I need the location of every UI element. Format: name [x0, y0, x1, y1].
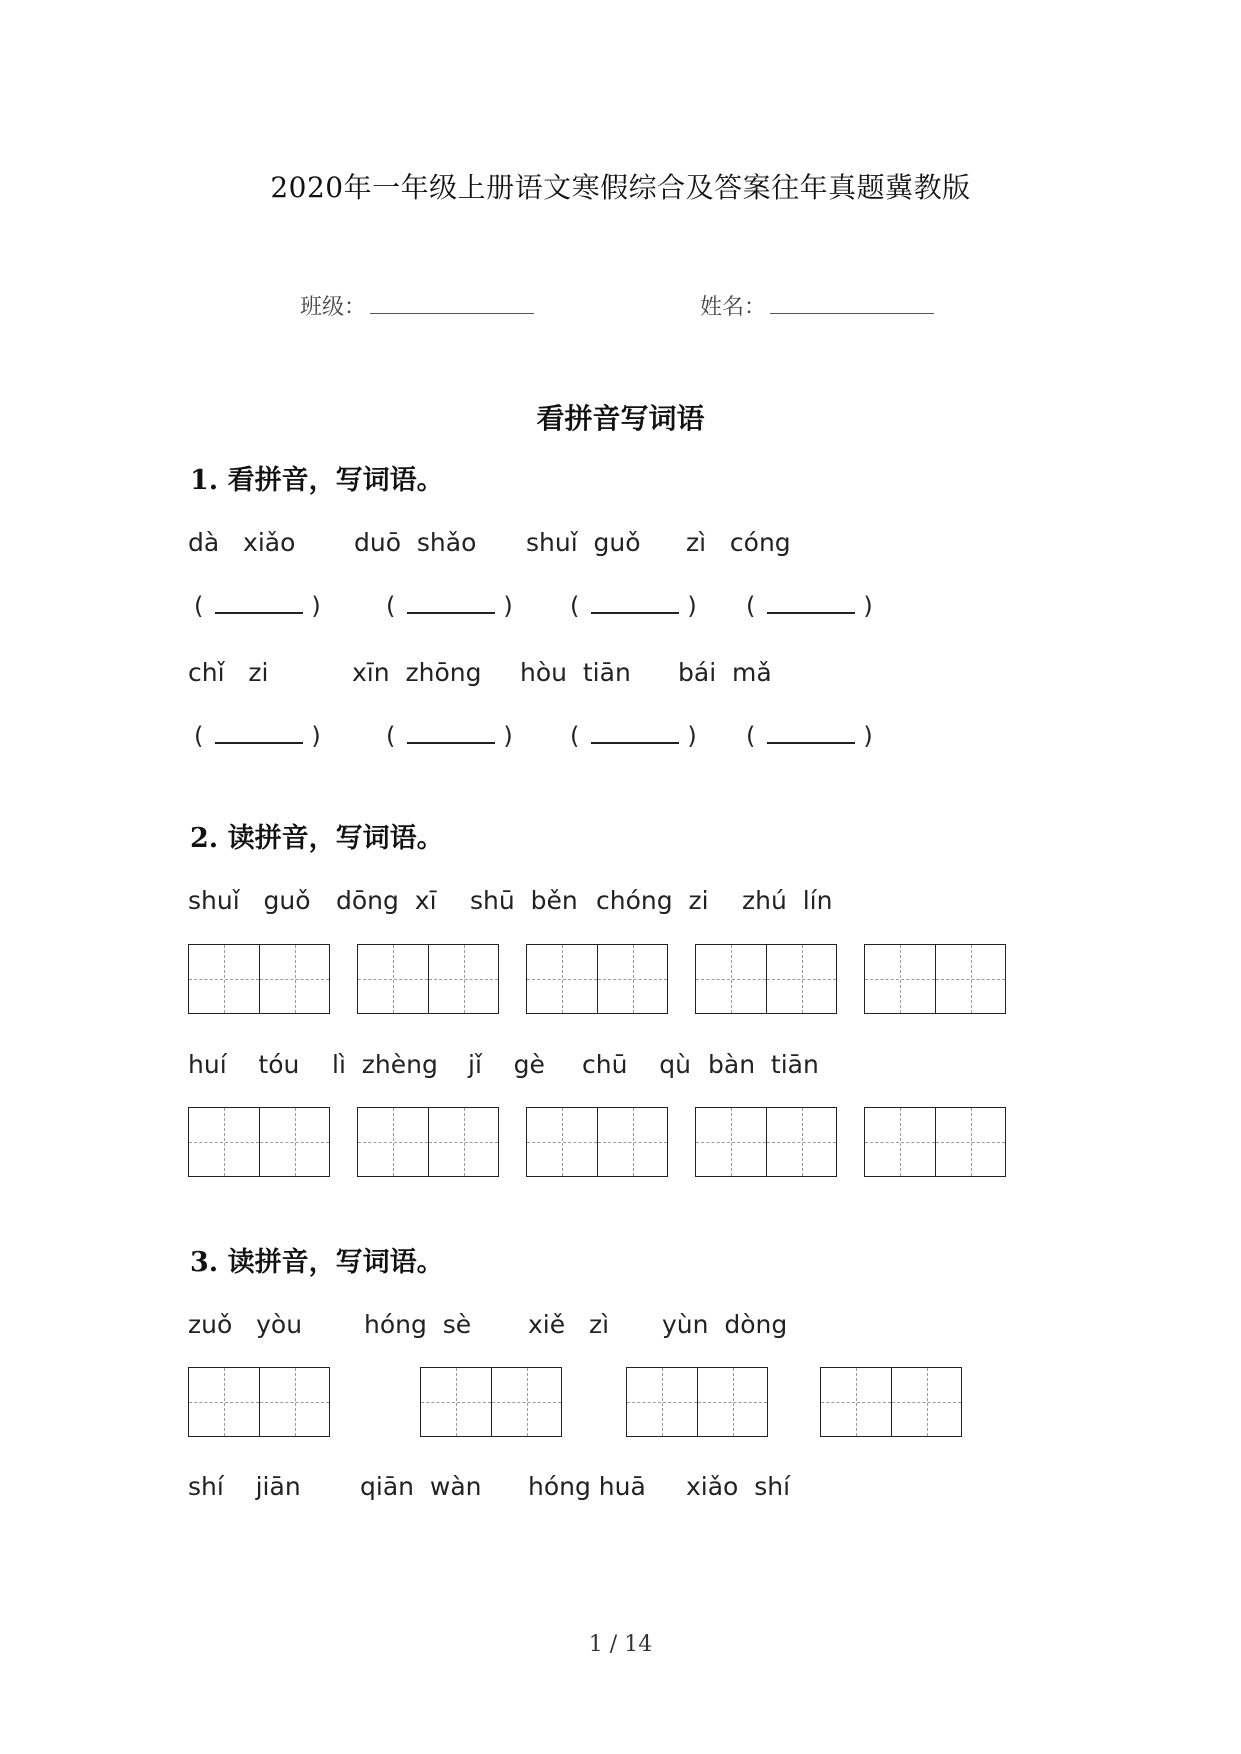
pinyin-item: xiǎo shí: [686, 1472, 791, 1501]
answer-blank[interactable]: ( ): [570, 722, 697, 750]
question-2-title: 2. 读拼音，写词语。: [190, 823, 444, 854]
pinyin-item: xīn zhōng: [352, 658, 482, 687]
pinyin-item: zì cóng: [686, 528, 791, 557]
section-title: 看拼音写词语: [536, 402, 705, 435]
pinyin-item: shuǐ guǒ: [526, 528, 641, 557]
pinyin-item: xiě zì: [528, 1310, 610, 1339]
answer-blank[interactable]: ( ): [570, 592, 697, 620]
pinyin-item: bái mǎ: [678, 658, 772, 687]
pinyin-item: chóng zi: [596, 886, 709, 915]
writing-grid[interactable]: [820, 1367, 962, 1437]
answer-blank[interactable]: ( ): [194, 722, 321, 750]
pinyin-item: shuǐ guǒ: [188, 886, 311, 915]
writing-grid[interactable]: [864, 1107, 1006, 1177]
pinyin-item: zhú lín: [742, 886, 833, 915]
writing-grid[interactable]: [864, 944, 1006, 1014]
page-number: 1 / 14: [588, 1632, 653, 1657]
writing-grid[interactable]: [626, 1367, 768, 1437]
pinyin-item: hóng sè: [364, 1310, 472, 1339]
name-field: [700, 290, 934, 321]
class-blank[interactable]: [370, 295, 534, 314]
class-label: 班级：: [300, 295, 367, 320]
question-3-title: 3. 读拼音，写词语。: [190, 1247, 444, 1278]
document-title: 2020年一年级上册语文寒假综合及答案往年真题冀教版: [270, 171, 971, 204]
pinyin-item: bàn tiān: [708, 1050, 819, 1079]
writing-grid[interactable]: [188, 944, 330, 1014]
pinyin-item: duō shǎo: [354, 528, 477, 557]
pinyin-item: lì zhèng: [332, 1050, 438, 1079]
pinyin-item: dà xiǎo: [188, 528, 296, 557]
writing-grid[interactable]: [188, 1367, 330, 1437]
writing-grid[interactable]: [357, 944, 499, 1014]
writing-grid[interactable]: [695, 1107, 837, 1177]
writing-grid[interactable]: [695, 944, 837, 1014]
answer-blank[interactable]: ( ): [746, 592, 873, 620]
answer-blank[interactable]: ( ): [746, 722, 873, 750]
name-label: 姓名：: [700, 295, 767, 320]
answer-blank[interactable]: ( ): [386, 722, 513, 750]
writing-grid[interactable]: [357, 1107, 499, 1177]
pinyin-item: yùn dòng: [662, 1310, 788, 1339]
writing-grid[interactable]: [188, 1107, 330, 1177]
writing-grid[interactable]: [526, 1107, 668, 1177]
pinyin-item: hòu tiān: [520, 658, 631, 687]
pinyin-item: jǐ gè: [468, 1050, 545, 1079]
pinyin-item: dōng xī: [336, 886, 437, 915]
pinyin-item: shí jiān: [188, 1472, 301, 1501]
pinyin-item: chǐ zi: [188, 658, 269, 687]
pinyin-item: hóng huā: [528, 1472, 646, 1501]
pinyin-item: shū běn: [470, 886, 578, 915]
pinyin-item: huí tóu: [188, 1050, 300, 1079]
class-field: [300, 290, 534, 321]
writing-grid[interactable]: [526, 944, 668, 1014]
name-blank[interactable]: [770, 295, 934, 314]
writing-grid[interactable]: [420, 1367, 562, 1437]
question-1-title: 1. 看拼音，写词语。: [190, 465, 444, 496]
answer-blank[interactable]: ( ): [386, 592, 513, 620]
answer-blank[interactable]: ( ): [194, 592, 321, 620]
pinyin-item: zuǒ yòu: [188, 1310, 303, 1339]
pinyin-item: qiān wàn: [360, 1472, 482, 1501]
pinyin-item: chū qù: [582, 1050, 691, 1079]
